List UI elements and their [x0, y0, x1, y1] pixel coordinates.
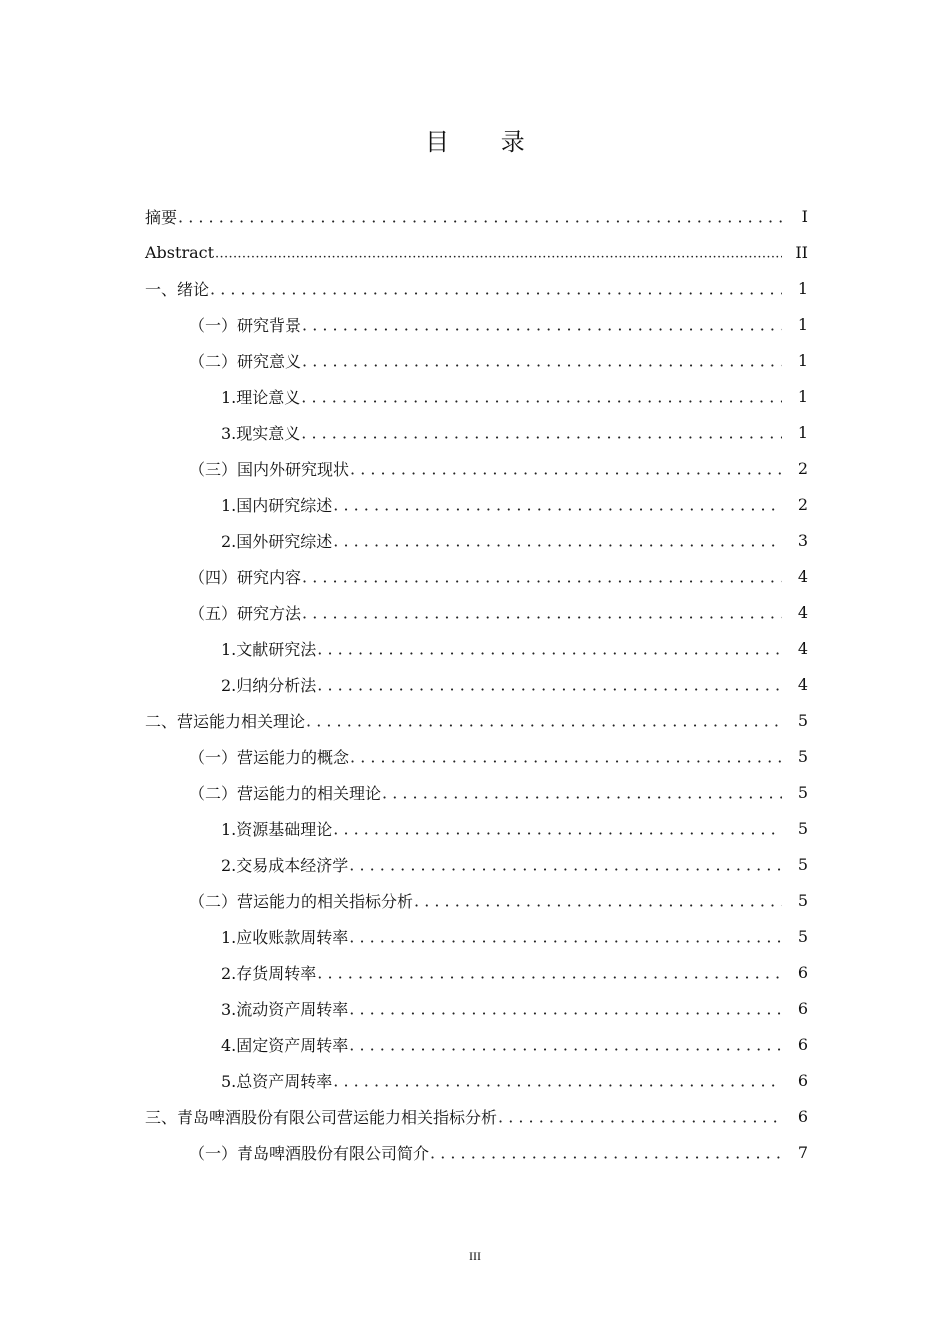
dot-leader — [349, 990, 782, 1026]
toc-entry[interactable] — [145, 1062, 808, 1098]
dot-leader — [498, 1098, 782, 1134]
toc-entry-page: 1 — [797, 350, 808, 370]
toc-entry-label: （二）研究意义 — [189, 351, 302, 371]
toc-entry[interactable] — [145, 918, 808, 954]
toc-entry-page: 6 — [797, 998, 808, 1018]
toc-entry[interactable] — [145, 558, 808, 594]
toc-title: 目 录 — [425, 128, 547, 156]
toc-entry-label: 2.交易成本经济学 — [221, 855, 349, 875]
toc-entry-page: 2 — [797, 494, 808, 514]
toc-entry[interactable] — [145, 1134, 808, 1170]
toc-entry-label: 1.应收账款周转率 — [221, 927, 349, 947]
toc-entry[interactable] — [145, 774, 808, 810]
toc-entry-page: 6 — [797, 962, 808, 982]
toc-entry-page: 6 — [797, 1106, 808, 1126]
dot-leader — [333, 486, 782, 522]
toc-entry-label: （二）营运能力的相关指标分析 — [189, 891, 414, 911]
dot-leader — [301, 414, 782, 450]
dot-leader — [317, 666, 782, 702]
toc-entry-page: 5 — [797, 710, 808, 730]
dot-leader — [178, 198, 782, 234]
toc-entry[interactable] — [145, 666, 808, 702]
toc-entry[interactable] — [145, 1098, 808, 1134]
toc-entry-page: 1 — [797, 422, 808, 442]
toc-entry-page: 5 — [797, 818, 808, 838]
page-number: III — [469, 1249, 481, 1263]
toc-entry[interactable] — [145, 954, 808, 990]
toc-entry-label: （一）营运能力的概念 — [189, 747, 350, 767]
dot-leader — [302, 306, 782, 342]
toc-entry-page: 2 — [797, 458, 808, 478]
toc-entry-label: 二、营运能力相关理论 — [145, 711, 306, 731]
toc-entry-page: 3 — [797, 530, 808, 550]
toc-entry[interactable] — [145, 702, 808, 738]
toc-entry-label: （三）国内外研究现状 — [189, 459, 350, 479]
dot-leader — [349, 846, 782, 882]
toc-entry-page: 7 — [797, 1142, 808, 1162]
toc-entry-label: 1.国内研究综述 — [221, 495, 333, 515]
table-of-contents — [145, 198, 808, 1170]
toc-entry[interactable] — [145, 198, 808, 234]
toc-entry-label: （五）研究方法 — [189, 603, 302, 623]
dot-leader — [302, 594, 782, 630]
toc-entry[interactable] — [145, 306, 808, 342]
toc-entry[interactable] — [145, 882, 808, 918]
dot-leader — [350, 738, 782, 774]
dot-leader — [210, 270, 782, 306]
toc-entry-page: 5 — [797, 890, 808, 910]
toc-entry-label: 1.文献研究法 — [221, 639, 317, 659]
dot-leader — [430, 1134, 782, 1170]
toc-entry-label: 1.理论意义 — [221, 387, 301, 407]
toc-entry-label: （二）营运能力的相关理论 — [189, 783, 382, 803]
dot-leader — [317, 630, 782, 666]
toc-entry-page: 6 — [797, 1070, 808, 1090]
dot-leader — [301, 378, 782, 414]
dot-leader — [349, 1026, 782, 1062]
toc-entry[interactable] — [145, 990, 808, 1026]
toc-entry[interactable] — [145, 738, 808, 774]
toc-entry-label: 5.总资产周转率 — [221, 1071, 333, 1091]
toc-entry[interactable] — [145, 522, 808, 558]
toc-entry-label: Abstract — [145, 242, 215, 262]
toc-entry-page: 1 — [797, 386, 808, 406]
toc-entry[interactable] — [145, 486, 808, 522]
toc-entry-label: 2.国外研究综述 — [221, 531, 333, 551]
toc-entry[interactable] — [145, 270, 808, 306]
toc-entry[interactable] — [145, 450, 808, 486]
toc-entry-page: 5 — [797, 926, 808, 946]
toc-entry-label: （一）研究背景 — [189, 315, 302, 335]
dot-leader — [382, 774, 782, 810]
toc-entry[interactable] — [145, 594, 808, 630]
toc-entry-page: II — [795, 242, 808, 262]
dot-leader — [306, 702, 782, 738]
dot-leader — [333, 522, 782, 558]
toc-entry-page: I — [801, 206, 808, 226]
dot-leader — [350, 450, 782, 486]
toc-entry-page: 5 — [797, 746, 808, 766]
toc-entry[interactable] — [145, 378, 808, 414]
toc-entry-page: 1 — [797, 314, 808, 334]
dot-leader — [317, 954, 782, 990]
toc-entry-label: 2.归纳分析法 — [221, 675, 317, 695]
toc-entry-page: 5 — [797, 854, 808, 874]
dot-leader — [333, 1062, 782, 1098]
dot-leader — [215, 234, 782, 270]
dot-leader — [302, 342, 782, 378]
dot-leader — [302, 558, 782, 594]
toc-entry-label: 摘要 — [145, 207, 178, 227]
toc-entry-page: 4 — [797, 602, 808, 622]
toc-entry-page: 4 — [797, 674, 808, 694]
toc-entry-page: 1 — [797, 278, 808, 298]
toc-entry-label: 一、绪论 — [145, 279, 210, 299]
toc-entry[interactable] — [145, 810, 808, 846]
toc-entry-label: （四）研究内容 — [189, 567, 302, 587]
toc-entry-label: （一）青岛啤酒股份有限公司简介 — [189, 1143, 430, 1163]
toc-entry[interactable] — [145, 1026, 808, 1062]
toc-entry-label: 三、青岛啤酒股份有限公司营运能力相关指标分析 — [145, 1107, 498, 1127]
toc-entry-page: 5 — [797, 782, 808, 802]
dot-leader — [414, 882, 782, 918]
toc-entry-label: 4.固定资产周转率 — [221, 1035, 349, 1055]
toc-entry[interactable] — [145, 234, 808, 270]
toc-entry[interactable] — [145, 414, 808, 450]
toc-entry-page: 4 — [797, 566, 808, 586]
toc-entry-label: 2.存货周转率 — [221, 963, 317, 983]
toc-entry-label: 1.资源基础理论 — [221, 819, 333, 839]
toc-entry-label: 3.现实意义 — [221, 423, 301, 443]
dot-leader — [333, 810, 782, 846]
toc-entry[interactable] — [145, 846, 808, 882]
toc-entry[interactable] — [145, 630, 808, 666]
toc-entry[interactable] — [145, 342, 808, 378]
dot-leader — [349, 918, 782, 954]
toc-entry-page: 4 — [797, 638, 808, 658]
toc-entry-page: 6 — [797, 1034, 808, 1054]
toc-entry-label: 3.流动资产周转率 — [221, 999, 349, 1019]
